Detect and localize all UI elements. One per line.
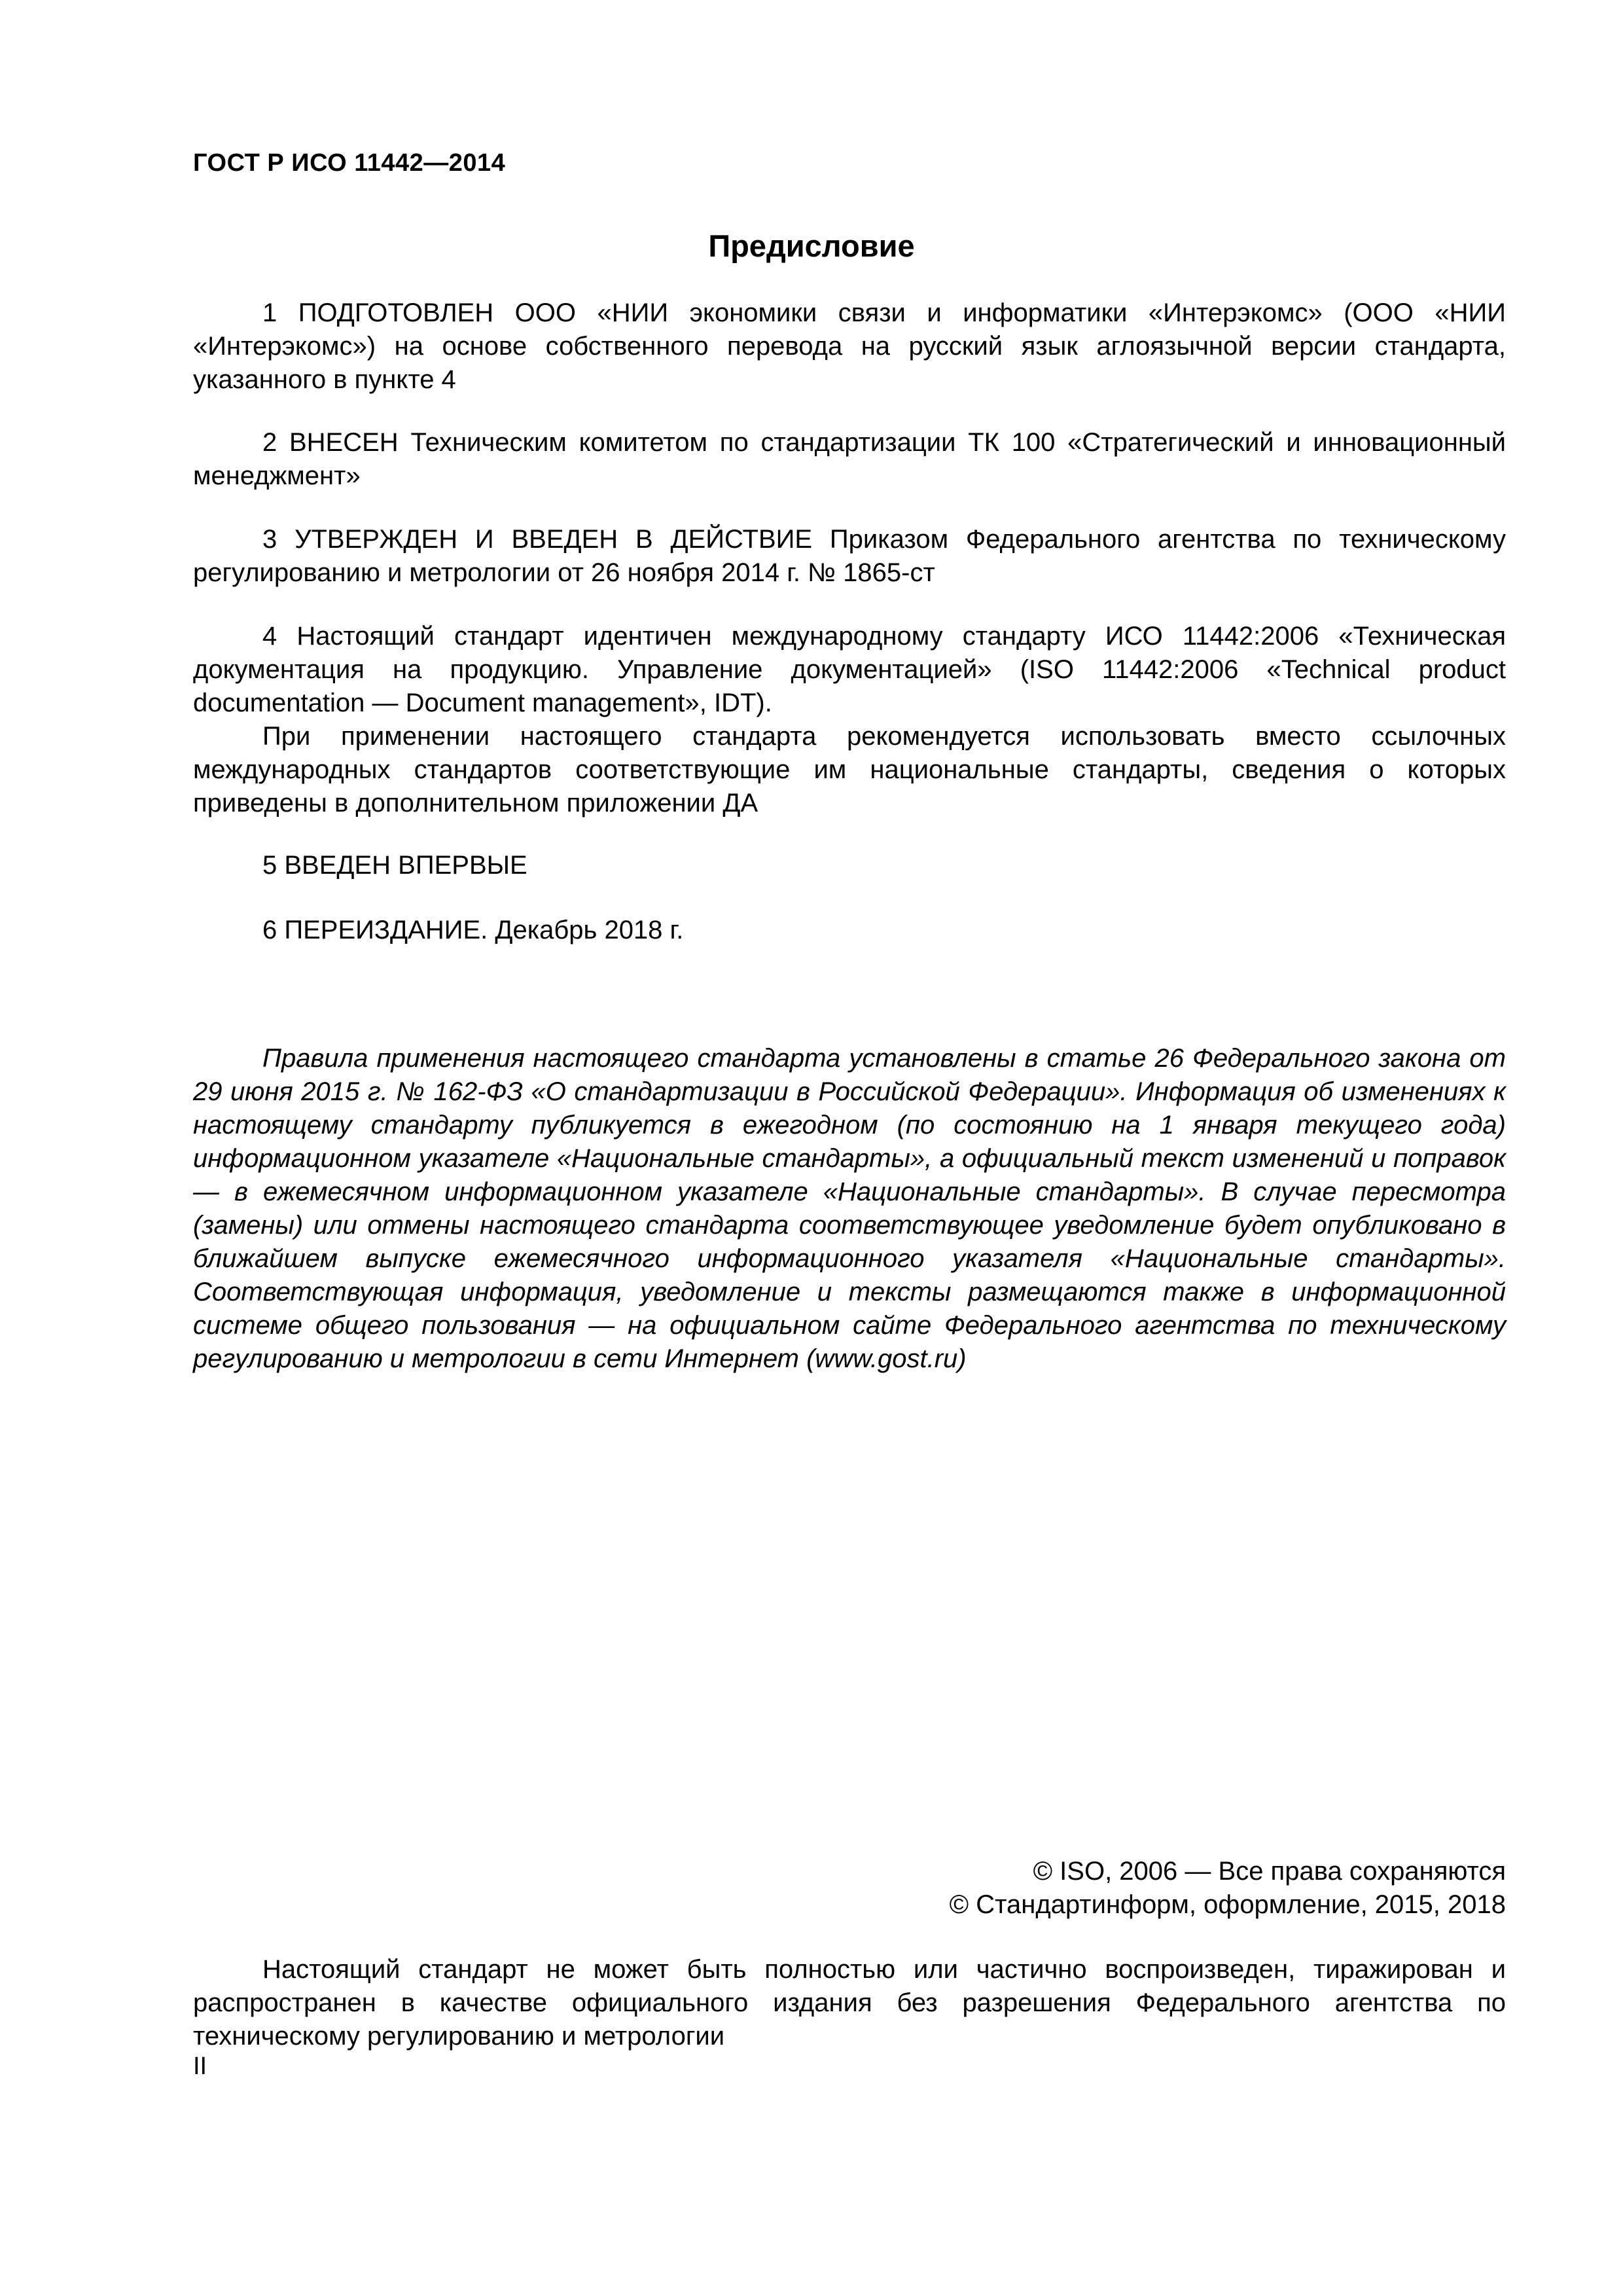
- foreword-item-6: [193, 914, 1506, 947]
- reproduction-notice-text: Настоящий стандарт не может быть полностью или частично воспроизведен, тиражирован и распространен в качестве официального издания без разрешения Федерального агентства по техническому регулированию и метрологии: [193, 1955, 1506, 2051]
- foreword-item-4: [193, 620, 1506, 820]
- foreword-item-1-text: 1 ПОДГОТОВЛЕН ООО «НИИ экономики связи и информатики «Интерэкомс» (ООО «НИИ «Интерэкомс») на основе собственного перевода на русский язык аглоязычной версии стандарта, указанного в пункте 4: [193, 298, 1506, 394]
- application-rules-text: Правила применения настоящего стандарта установлены в статье 26 Федерального закона от 29 июня 2015 г. № 162-ФЗ «О стандартизации в Российской Федерации». Информация об изменениях к настоящему стандарту публикуется в ежегодном (по состоянию на 1 января текущего года) информационном указателе «Национальные стандарты», а официальный текст изменений и поправок — в ежемесячном информационном указателе «Национальные стандарты». В случае пересмотра (замены) или отмены настоящего стандарта соответствующее уведомление будет опубликовано в ближайшем выпуске ежемесячного информационного указателя «Национальные стандарты». Соответствующая информация, уведомление и тексты размещаются также в информационной системе общего пользования — на официальном сайте Федерального агентства по техническому регулированию и метрологии в сети Интернет (www.gost.ru): [193, 1044, 1506, 1373]
- copyright-standartinform: © Стандартинформ, оформление, 2015, 2018: [949, 1890, 1506, 1919]
- foreword-item-3-text: 3 УТВЕРЖДЕН И ВВЕДЕН В ДЕЙСТВИЕ Приказом Федерального агентства по техническому регулированию и метрологии от 26 ноября 2014 г. № 1865-ст: [193, 525, 1506, 587]
- foreword-item-6-text: 6 ПЕРЕИЗДАНИЕ. Декабрь 2018 г.: [262, 916, 684, 944]
- page-number: II: [193, 2053, 207, 2080]
- foreword-item-2: [193, 426, 1506, 493]
- foreword-item-4-text: 4 Настоящий стандарт идентичен международному стандарту ИСО 11442:2006 «Техническая документация на продукцию. Управление документацией» (ISO 11442:2006 «Technical product documentation — Document management», IDT).: [193, 622, 1506, 717]
- reproduction-notice: [193, 1953, 1506, 2053]
- foreword-item-5: [193, 849, 1506, 882]
- foreword-item-3: [193, 523, 1506, 590]
- foreword-item-4-note: При применении настоящего стандарта рекомендуется использовать вместо ссылочных международных стандартов соответствующие им национальные стандарты, сведения о которых приведены в дополнительном приложении ДА: [193, 722, 1506, 817]
- application-rules-notice: [193, 1042, 1506, 1376]
- document-code: ГОСТ Р ИСО 11442—2014: [193, 149, 506, 177]
- foreword-item-1: [193, 296, 1506, 397]
- foreword-item-2-text: 2 ВНЕСЕН Техническим комитетом по стандартизации ТК 100 «Стратегический и инновационный менеджмент»: [193, 428, 1506, 490]
- copyright-block: [950, 1855, 1506, 1922]
- page-title: Предисловие: [708, 228, 915, 263]
- foreword-item-5-text: 5 ВВЕДЕН ВПЕРВЫЕ: [262, 851, 527, 880]
- copyright-iso: © ISO, 2006 — Все права сохраняются: [1033, 1857, 1506, 1886]
